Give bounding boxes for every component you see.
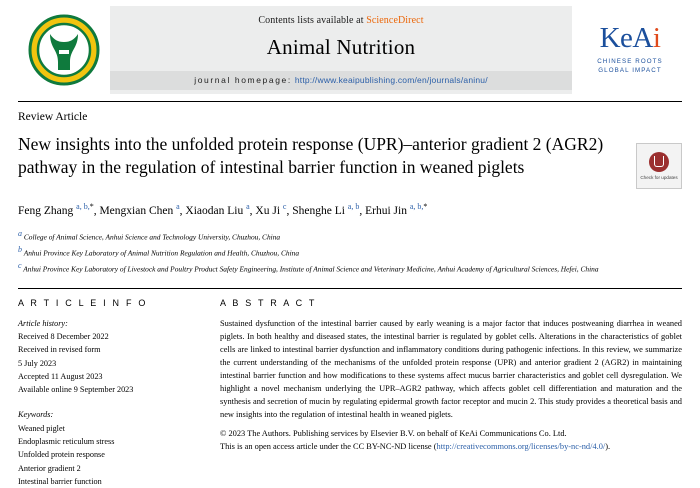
publisher-logo (572, 6, 682, 94)
affiliation-c: $^c$ Anhui Province Key Laboratory of Livestock and Poultry Product Safety Engineering, Institute of Animal Science and Veterinary Medicine, Anhui Academy of Agricultural Sciences, Hefei, China (18, 260, 599, 274)
keyword-item: Unfolded protein response (18, 450, 105, 460)
history-item: 5 July 2023 (18, 358, 57, 368)
crossmark-label: Check for updates (640, 174, 678, 180)
publisher-tagline-line2: GLOBAL IMPACT (598, 67, 662, 74)
keywords-label: Keywords: (18, 410, 54, 420)
abstract-heading: A B S T R A C T (220, 297, 317, 308)
history-item: Available online 9 September 2023 (18, 385, 134, 395)
journal-logo (18, 6, 110, 94)
abstract-copyright (220, 427, 682, 453)
article-first-page (0, 6, 700, 486)
abstract-column (204, 298, 682, 488)
author-list: Feng Zhang $^{a, b,*}$, Mengxian Chen $^a$, Xiaodan Liu $^a$, Xu Ji $^c$, Shenghe Li $^{a, b}$, Erhui Jin $^{a, b,*}$ (18, 202, 428, 217)
abstract-body (220, 317, 682, 453)
license-link[interactable]: http://creativecommons.org/licenses/by-nc-nd/4.0/ (436, 441, 606, 451)
publisher-wordmark: KeAi (599, 22, 661, 55)
article-type: Review Article (18, 111, 88, 123)
keyword-item: Weaned piglet (18, 423, 65, 433)
affiliation-c-text: Anhui Province Key Laboratory of Livestock and Poultry Product Safety Engineering, Institute of Animal Science and Veterinary Medicine, Anhui Academy of Agricultural Sciences, Hefei, China (23, 264, 599, 274)
affiliation-b-text: Anhui Province Key Laboratory of Animal Nutrition Regulation and Health, Chuzhou, China (23, 248, 300, 258)
contents-lists-line (258, 15, 423, 26)
license-suffix: ). (605, 441, 611, 451)
affiliation-b: $^b$ Anhui Province Key Laboratory of Animal Nutrition Regulation and Health, Chuzhou, China (18, 244, 300, 258)
license-prefix: This is an open access article under the CC BY-NC-ND license ( (220, 441, 437, 451)
history-item: Received 8 December 2022 (18, 332, 109, 342)
affiliation-a-text: College of Animal Science, Anhui Science and Technology University, Chuzhou, China (23, 232, 281, 242)
affiliation-a: $^a$ College of Animal Science, Anhui Science and Technology University, Chuzhou, China (18, 228, 281, 242)
animal-nutrition-logo-icon (28, 14, 100, 86)
article-info-heading: A R T I C L E I N F O (18, 297, 148, 308)
article-history-label: Article history: (18, 318, 68, 328)
history-item: Accepted 11 August 2023 (18, 371, 103, 381)
journal-homepage-label: journal homepage: (194, 74, 292, 85)
abstract-paragraph: Sustained dysfunction of the intestinal barrier caused by early weaning is a major factor that induces postweaning diarrhea in weaned piglets. In both healthy and diseased states, the intestinal barrier is regulated by goblet cells. Alterations in the characteristics of goblet cells are linked to intestinal barrier dysfunction and inflammatory conditions during pathogenic infections. In this review, we summarize the current understanding of the mechanisms of the unfolded protein response (UPR) and anterior gradient 2 (AGR2) in maintaining intestinal barrier function and how modifications to these systems affect mucus barrier characteristics and goblet cell dysregulation. We highlight a novel mechanism underlying the UPR–AGR2 pathway, which affects goblet cell differentiation and maturation and the synthesis and secretion of mucin by regulating epidermal growth factor receptor and mucin 2. This study provides a theoretical basis and new insights into the regulation of intestinal health in weaned piglets. (220, 318, 682, 419)
crossmark-icon (649, 152, 669, 172)
keyword-item: Endoplasmic reticulum stress (18, 436, 115, 446)
page-title: New insights into the unfolded protein response (UPR)–anterior gradient 2 (AGR2) pathway in the regulation of intestinal barrier function in weaned piglets (18, 134, 604, 178)
journal-title: Animal Nutrition (266, 34, 416, 59)
copyright-line-2 (220, 440, 682, 453)
contents-lists-prefix: Contents lists available at (258, 14, 367, 26)
keywords-block (18, 408, 188, 488)
info-abstract-columns (18, 288, 682, 488)
masthead-center (110, 6, 572, 94)
crossmark-badge[interactable] (636, 143, 682, 189)
history-item: Received in revised form (18, 345, 101, 355)
masthead-divider (18, 101, 682, 102)
journal-homepage-bar (110, 71, 572, 90)
article-info-column (18, 298, 204, 488)
publisher-tagline-line1: CHINESE ROOTS (597, 58, 663, 66)
title-row (18, 133, 682, 189)
affiliations (18, 228, 682, 275)
article-history (18, 317, 188, 397)
copyright-line-1: © 2023 The Authors. Publishing services by Elsevier B.V. on behalf of KeAi Communications Co. Ltd. (220, 428, 567, 438)
keyword-item: Anterior gradient 2 (18, 463, 81, 473)
journal-homepage-url[interactable]: http://www.keaipublishing.com/en/journals/aninu/ (294, 74, 488, 85)
publisher-tagline (597, 58, 663, 76)
keyword-item: Intestinal barrier function (18, 476, 102, 486)
journal-masthead (18, 6, 682, 94)
sciencedirect-link[interactable]: ScienceDirect (366, 14, 424, 26)
